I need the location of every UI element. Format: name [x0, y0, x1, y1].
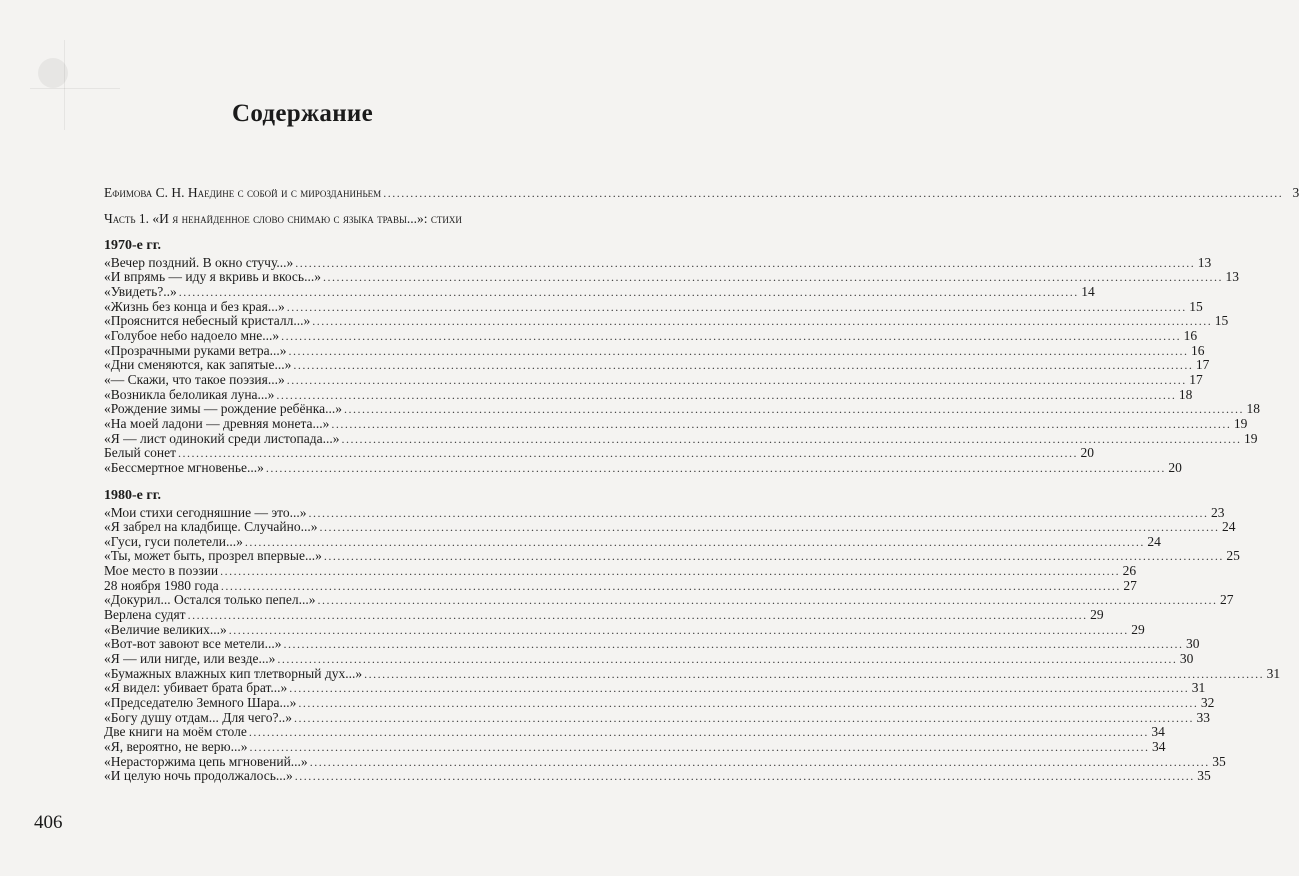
toc-entry-page: 31: [1266, 665, 1281, 681]
dot-leader: ........................................................................................................................................................................................................: [220, 564, 1121, 579]
dot-leader: ........................................................................................................................................................................................................: [312, 314, 1213, 329]
toc-entry-page: 25: [1226, 548, 1240, 564]
toc-entry: [104, 739, 1166, 755]
toc-entry-page: 13: [1225, 269, 1239, 285]
dot-leader: ........................................................................................................................................................................................................: [277, 652, 1178, 667]
toc-entry: [104, 386, 1193, 403]
toc-entry: [104, 298, 1203, 315]
toc-entry-title: «Бумажных влажных кип тлетворный дух...»: [104, 665, 363, 681]
dot-leader: ........................................................................................................................................................................................................: [288, 343, 1189, 358]
table-of-contents: [104, 185, 1299, 784]
toc-entry-page: 34: [1151, 739, 1166, 754]
toc-entry-page: 26: [1122, 563, 1137, 579]
toc-entry-title: «Я видел: убивает брата брат...»: [104, 680, 288, 696]
toc-entry-page: 18: [1178, 386, 1193, 402]
toc-entry: [104, 724, 1165, 740]
toc-entry: [104, 753, 1226, 770]
toc-entry: [104, 519, 1236, 535]
toc-entry-page: 34: [1151, 724, 1165, 740]
toc-entry-title: «Я — или нигде, или везде...»: [104, 651, 276, 667]
dot-leader: ........................................................................................................................................................................................................: [228, 622, 1129, 637]
toc-entry-title: «Прояснится небесный кристалл...»: [104, 313, 311, 329]
page-title: Содержание: [231, 100, 373, 127]
dot-leader: ........................................................................................................................................................................................................: [294, 710, 1195, 725]
dot-leader: ........................................................................................................................................................................................................: [276, 387, 1177, 402]
toc-entry-title: «Возникла белоликая луна...»: [104, 386, 275, 402]
toc-entry: [104, 342, 1205, 359]
toc-entry-page: 32: [1200, 695, 1215, 711]
toc-entry-title: Две книги на моём столе: [104, 724, 247, 740]
toc-entry: [104, 459, 1182, 476]
toc-entry: [104, 768, 1211, 784]
toc-entry: [104, 445, 1095, 461]
toc-entry: [104, 357, 1210, 373]
toc-entry: [104, 283, 1095, 300]
toc-entry-page: 15: [1189, 298, 1203, 314]
section-heading: 1980-е гг.: [104, 487, 162, 503]
toc-entry: [104, 607, 1104, 623]
toc-entry-title: «Вечер поздний. В окно стучу...»: [104, 254, 294, 270]
toc-entry: [104, 401, 1260, 417]
dot-leader: ........................................................................................................................................................................................................: [323, 549, 1224, 564]
toc-entry: [104, 665, 1281, 682]
toc-entry-title: «Я забрел на кладбище. Случайно...»: [104, 519, 318, 535]
section-heading: 1970-е гг.: [104, 237, 162, 253]
toc-entry: [104, 680, 1206, 696]
toc-entry: [104, 269, 1239, 285]
dot-leader: ........................................................................................................................................................................................................: [286, 299, 1187, 314]
toc-entry-title: «Я, вероятно, не верю...»: [104, 739, 248, 754]
toc-entry-title: «Величие великих...»: [104, 621, 227, 637]
toc-entry: [104, 548, 1240, 564]
toc-entry-page: 20: [1080, 445, 1095, 461]
dot-leader: ........................................................................................................................................................................................................: [178, 446, 1079, 461]
toc-entry-title: Белый сонет: [104, 445, 177, 461]
toc-entry-page: 15: [1214, 313, 1229, 329]
dot-leader: ........................................................................................................................................................................................................: [295, 255, 1196, 270]
toc-entry-page: 16: [1183, 327, 1198, 343]
dot-leader: ........................................................................................................................................................................................................: [343, 402, 1244, 417]
toc-entry-page: 3: [1292, 185, 1299, 200]
toc-entry-title: «— Скажи, что такое поэзия...»: [104, 371, 285, 387]
toc-entry-title: «Дни сменяются, как запятые...»: [104, 357, 292, 373]
toc-entry: [104, 621, 1145, 638]
dot-leader: ........................................................................................................................................................................................................: [187, 608, 1088, 623]
toc-entry-title: «Председателю Земного Шара...»: [104, 695, 297, 711]
toc-entry-title: «Вот-вот завоют все метели...»: [104, 636, 282, 652]
toc-entry: [104, 254, 1212, 271]
toc-entry: [104, 695, 1215, 711]
dot-leader: ........................................................................................................................................................................................................: [298, 696, 1199, 711]
dot-leader: ........................................................................................................................................................................................................: [283, 637, 1184, 652]
toc-entry-title: Мое место в поэзии: [104, 563, 219, 579]
toc-entry-page: 20: [1168, 459, 1182, 475]
toc-entry-page: 30: [1185, 636, 1200, 652]
toc-entry-title: «Прозрачными руками ветра...»: [104, 342, 287, 358]
toc-entry-title: Верлена судят: [104, 607, 186, 623]
toc-entry: [104, 592, 1234, 608]
toc-entry-title: «Докурил... Остался только пепел...»: [104, 592, 316, 608]
toc-entry-title: «Я — лист одинокий среди листопада...»: [104, 430, 340, 446]
toc-entry-title: «Голубое небо надоело мне...»: [104, 327, 280, 343]
toc-entry-title: «Жизнь без конца и без края...»: [104, 298, 285, 314]
toc-entry-page: 13: [1197, 254, 1212, 270]
toc-sections: [104, 237, 1281, 784]
toc-entry-page: 18: [1246, 401, 1260, 417]
dot-leader: ........................................................................................................................................................................................................: [383, 186, 1284, 200]
toc-entry-page: 33: [1196, 709, 1211, 725]
dot-leader: ........................................................................................................................................................................................................: [294, 769, 1195, 784]
toc-entry-page: 29: [1090, 607, 1104, 623]
toc-entry-page: 31: [1191, 680, 1206, 696]
crop-mark-horizontal: [30, 88, 120, 89]
toc-entry: [104, 709, 1211, 726]
toc-entry-page: 30: [1179, 651, 1194, 667]
dot-leader: ........................................................................................................................................................................................................: [331, 416, 1232, 431]
dot-leader: ........................................................................................................................................................................................................: [178, 284, 1079, 299]
toc-entry-title: «И целую ночь продолжалось...»: [104, 768, 293, 784]
toc-entry: [104, 430, 1258, 447]
dot-leader: ........................................................................................................................................................................................................: [308, 505, 1209, 520]
dot-leader: ........................................................................................................................................................................................................: [322, 270, 1223, 285]
toc-entry: [104, 313, 1229, 329]
dot-leader: ........................................................................................................................................................................................................: [281, 328, 1182, 343]
toc-entry: [104, 504, 1225, 521]
toc-entry-page: 19: [1243, 430, 1258, 446]
toc-entry-page: 29: [1131, 621, 1145, 637]
toc-entry: [104, 327, 1198, 344]
toc-entry-page: 17: [1195, 357, 1210, 373]
toc-entry-page: 14: [1081, 283, 1095, 299]
dot-leader: ........................................................................................................................................................................................................: [319, 520, 1220, 535]
toc-entry-page: 16: [1191, 342, 1205, 358]
dot-leader: ........................................................................................................................................................................................................: [249, 740, 1150, 754]
dot-leader: ........................................................................................................................................................................................................: [248, 725, 1149, 740]
dot-leader: ........................................................................................................................................................................................................: [265, 460, 1166, 475]
toc-entry-title: «И впрямь — иду я вкривь и вкось...»: [104, 269, 321, 285]
toc-entry-intro: [104, 185, 1299, 201]
toc-entry-page: 23: [1210, 504, 1225, 520]
toc-entry-title: «Богу душу отдам... Для чего?..»: [104, 709, 293, 725]
toc-entry-page: 19: [1233, 415, 1248, 431]
toc-entry-title: 28 ноября 1980 года: [104, 577, 219, 593]
toc-entry: [104, 415, 1248, 432]
dot-leader: ........................................................................................................................................................................................................: [286, 372, 1187, 387]
toc-entry-page: 24: [1222, 519, 1236, 535]
dot-leader: ........................................................................................................................................................................................................: [289, 681, 1190, 696]
dot-leader: ........................................................................................................................................................................................................: [341, 431, 1242, 446]
toc-entry-page: 17: [1189, 371, 1203, 387]
dot-leader: ........................................................................................................................................................................................................: [244, 534, 1145, 549]
toc-entry: [104, 636, 1200, 652]
dot-leader: ........................................................................................................................................................................................................: [220, 578, 1121, 593]
toc-entry-title: «Бессмертное мгновенье...»: [104, 459, 264, 475]
toc-entry-page: 27: [1220, 592, 1234, 608]
toc-entry-title: «Нерасторжима цепь мгновений...»: [104, 753, 308, 769]
toc-entry-title: Ефимова С. Н. Наедине с собой и с мирозданиньем: [104, 185, 382, 200]
page-number: 406: [34, 812, 63, 833]
toc-entry-page: 27: [1123, 577, 1137, 593]
part-heading: Часть 1. «И я ненайденное слово снимаю с языка травы...»: стихи: [104, 210, 462, 226]
toc-entry: [104, 651, 1194, 667]
toc-entry-page: 35: [1212, 753, 1226, 769]
toc-entry-title: «На моей ладони — древняя монета...»: [104, 415, 330, 431]
dot-leader: ........................................................................................................................................................................................................: [317, 593, 1218, 608]
toc-entry-title: «Увидеть?..»: [104, 283, 177, 299]
toc-entry: [104, 533, 1161, 550]
toc-entry: [104, 371, 1203, 388]
toc-entry-title: «Мои стихи сегодняшние — это...»: [104, 504, 307, 520]
toc-entry: [104, 577, 1137, 594]
toc-entry-title: «Ты, может быть, прозрел впервые...»: [104, 548, 322, 564]
dot-leader: ........................................................................................................................................................................................................: [364, 666, 1265, 681]
dot-leader: ........................................................................................................................................................................................................: [309, 754, 1210, 769]
toc-entry-title: «Рождение зимы — рождение ребёнка...»: [104, 401, 342, 417]
toc-entry-page: 35: [1197, 768, 1211, 784]
dot-leader: ........................................................................................................................................................................................................: [293, 358, 1194, 373]
toc-entry-page: 24: [1147, 533, 1161, 549]
toc-entry: [104, 563, 1137, 579]
toc-entry-title: «Гуси, гуси полетели...»: [104, 533, 243, 549]
